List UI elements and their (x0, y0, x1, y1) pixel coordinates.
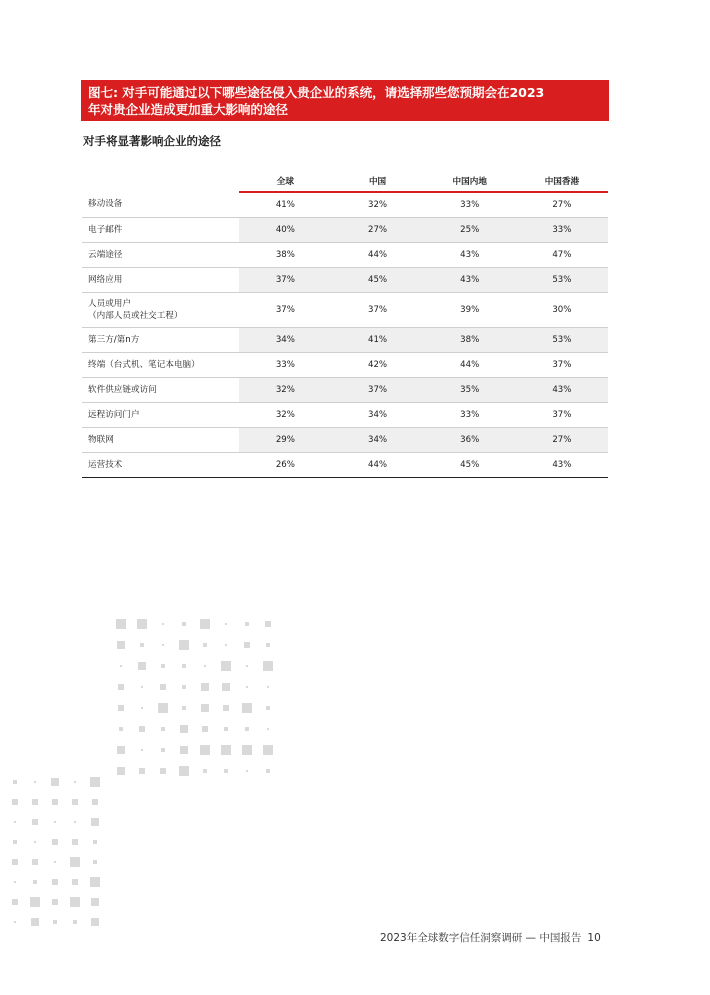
decor-square (245, 622, 249, 626)
decor-square (51, 778, 59, 786)
cell-hongkong: 33% (516, 217, 608, 242)
decor-square (182, 664, 186, 668)
page-number: 10 (587, 932, 601, 944)
cell-china: 37% (331, 377, 423, 402)
decor-square (182, 706, 186, 710)
decor-square (30, 897, 40, 907)
decor-square (161, 664, 165, 668)
decor-square (70, 857, 80, 867)
decor-square (32, 819, 38, 825)
decor-square (266, 643, 270, 647)
cell-mainland: 38% (424, 327, 516, 352)
decor-square (224, 727, 228, 731)
page-footer (380, 930, 601, 945)
decor-square (72, 799, 78, 805)
decor-square (117, 746, 125, 754)
cell-china: 44% (331, 452, 423, 477)
header-china: 中国 (331, 170, 423, 192)
row-label: 物联网 (82, 427, 239, 452)
cell-global: 37% (239, 292, 331, 327)
decor-square (14, 881, 16, 883)
decor-square (13, 840, 17, 844)
decor-square (158, 703, 168, 713)
cell-global: 37% (239, 267, 331, 292)
decor-square (118, 705, 124, 711)
cell-mainland: 43% (424, 267, 516, 292)
decor-square (266, 706, 270, 710)
cell-global: 32% (239, 402, 331, 427)
decor-square (116, 619, 126, 629)
row-label: 软件供应链或访问 (82, 377, 239, 402)
cell-hongkong: 27% (516, 192, 608, 217)
decor-square (52, 799, 58, 805)
decor-square (203, 769, 207, 773)
cell-hongkong: 47% (516, 242, 608, 267)
decor-square (180, 725, 188, 733)
decor-square (14, 921, 16, 923)
cell-china: 45% (331, 267, 423, 292)
decor-square (202, 726, 208, 732)
decor-square (204, 665, 206, 667)
decor-square (118, 684, 124, 690)
decor-square (70, 897, 80, 907)
decor-square (54, 861, 56, 863)
decor-square (162, 623, 164, 625)
cell-mainland: 43% (424, 242, 516, 267)
cell-china: 34% (331, 427, 423, 452)
decor-square (32, 799, 38, 805)
decor-square (32, 859, 38, 865)
decor-square (120, 665, 122, 667)
cell-hongkong: 43% (516, 452, 608, 477)
decor-square (141, 749, 143, 751)
decor-square (162, 644, 164, 646)
footer-text: 2023年全球数字信任洞察调研 — 中国报告 (380, 932, 582, 944)
cell-china: 32% (331, 192, 423, 217)
header-mainland: 中国内地 (424, 170, 516, 192)
decor-square (33, 880, 37, 884)
decor-square (138, 662, 146, 670)
decor-square (93, 860, 97, 864)
decor-square (34, 841, 36, 843)
decor-square (140, 643, 144, 647)
row-label: 终端（台式机、笔记本电脑） (82, 352, 239, 377)
cell-global: 33% (239, 352, 331, 377)
cell-hongkong: 43% (516, 377, 608, 402)
decor-square (182, 685, 186, 689)
decor-square (91, 818, 99, 826)
decor-square (91, 898, 99, 906)
cell-global: 40% (239, 217, 331, 242)
decor-square (117, 767, 125, 775)
decor-square (242, 703, 252, 713)
header-global: 全球 (239, 170, 331, 192)
decor-square (201, 683, 209, 691)
cell-hongkong: 27% (516, 427, 608, 452)
decor-square (203, 643, 207, 647)
row-label-line-2: （内部人员或社交工程） (88, 310, 183, 321)
decor-square (90, 877, 100, 887)
decor-square (12, 859, 18, 865)
row-label-line-1: 人员或用户 (88, 298, 131, 309)
decor-square (221, 661, 231, 671)
decor-square (200, 745, 210, 755)
cell-global: 32% (239, 377, 331, 402)
decor-square (246, 770, 248, 772)
decor-square (263, 745, 273, 755)
cell-hongkong: 30% (516, 292, 608, 327)
cell-mainland: 39% (424, 292, 516, 327)
cell-china: 44% (331, 242, 423, 267)
figure-subtitle: 对手将显著影响企业的途径 (83, 134, 221, 148)
decor-square (161, 748, 165, 752)
decor-square (179, 766, 189, 776)
cell-hongkong: 37% (516, 352, 608, 377)
cell-hongkong: 53% (516, 267, 608, 292)
cell-mainland: 36% (424, 427, 516, 452)
decor-square (74, 781, 76, 783)
decor-square (90, 777, 100, 787)
decor-square (52, 839, 58, 845)
cell-china: 37% (331, 292, 423, 327)
cell-global: 34% (239, 327, 331, 352)
row-label: 移动设备 (82, 192, 239, 217)
decor-square (160, 768, 166, 774)
decor-square (221, 745, 231, 755)
row-label: 运营技术 (82, 452, 239, 477)
decor-square (93, 840, 97, 844)
decor-square (12, 799, 18, 805)
decor-square (267, 686, 269, 688)
decor-square (182, 622, 186, 626)
cell-mainland: 45% (424, 452, 516, 477)
decor-square (14, 821, 16, 823)
decor-square (160, 684, 166, 690)
decor-square (52, 899, 58, 905)
decor-square (52, 879, 58, 885)
cell-global: 26% (239, 452, 331, 477)
decor-square (246, 665, 248, 667)
cell-hongkong: 53% (516, 327, 608, 352)
decor-square (223, 705, 229, 711)
row-label: 第三方/第n方 (82, 327, 239, 352)
decor-square (263, 661, 273, 671)
decor-square (244, 642, 250, 648)
decor-square (53, 920, 57, 924)
cell-global: 41% (239, 192, 331, 217)
cell-global: 29% (239, 427, 331, 452)
decor-square (73, 920, 77, 924)
header-hongkong: 中国香港 (516, 170, 608, 192)
figure-title-line-2: 年对贵企业造成更加重大影响的途径 (88, 102, 288, 117)
decor-square (246, 686, 248, 688)
decor-square (117, 641, 125, 649)
cell-china: 34% (331, 402, 423, 427)
cell-mainland: 25% (424, 217, 516, 242)
decor-square (179, 640, 189, 650)
decor-square (222, 683, 230, 691)
decor-square (267, 728, 269, 730)
cell-china: 41% (331, 327, 423, 352)
decor-square (31, 918, 39, 926)
decor-square (137, 619, 147, 629)
decor-square (91, 918, 99, 926)
row-label: 远程访问门户 (82, 402, 239, 427)
decor-square (34, 781, 36, 783)
decor-square (225, 623, 227, 625)
cell-mainland: 44% (424, 352, 516, 377)
row-label: 云端途径 (82, 242, 239, 267)
cell-mainland: 33% (424, 402, 516, 427)
decor-square (242, 745, 252, 755)
decor-square (72, 839, 78, 845)
decor-square (201, 704, 209, 712)
decor-square (74, 821, 76, 823)
decor-square (139, 726, 145, 732)
decor-square (180, 746, 188, 754)
decor-square (200, 619, 210, 629)
decor-square (13, 780, 17, 784)
decor-square (12, 899, 18, 905)
decor-square (54, 821, 56, 823)
decor-square (92, 799, 98, 805)
decor-square (72, 879, 78, 885)
decor-square (141, 686, 143, 688)
cell-hongkong: 37% (516, 402, 608, 427)
row-label: 网络应用 (82, 267, 239, 292)
decor-square (141, 707, 143, 709)
decor-square (245, 727, 249, 731)
cell-china: 42% (331, 352, 423, 377)
cell-mainland: 33% (424, 192, 516, 217)
decor-square (225, 644, 227, 646)
figure-title-line-1: 图七: 对手可能通过以下哪些途径侵入贵企业的系统，请选择那些您预期会在2023 (88, 85, 545, 100)
decor-square (266, 769, 270, 773)
decor-square (265, 621, 271, 627)
row-label: 电子邮件 (82, 217, 239, 242)
cell-mainland: 35% (424, 377, 516, 402)
cell-china: 27% (331, 217, 423, 242)
decor-square (161, 727, 165, 731)
decor-square (224, 769, 228, 773)
decor-square (139, 768, 145, 774)
cell-global: 38% (239, 242, 331, 267)
decor-square (119, 727, 123, 731)
